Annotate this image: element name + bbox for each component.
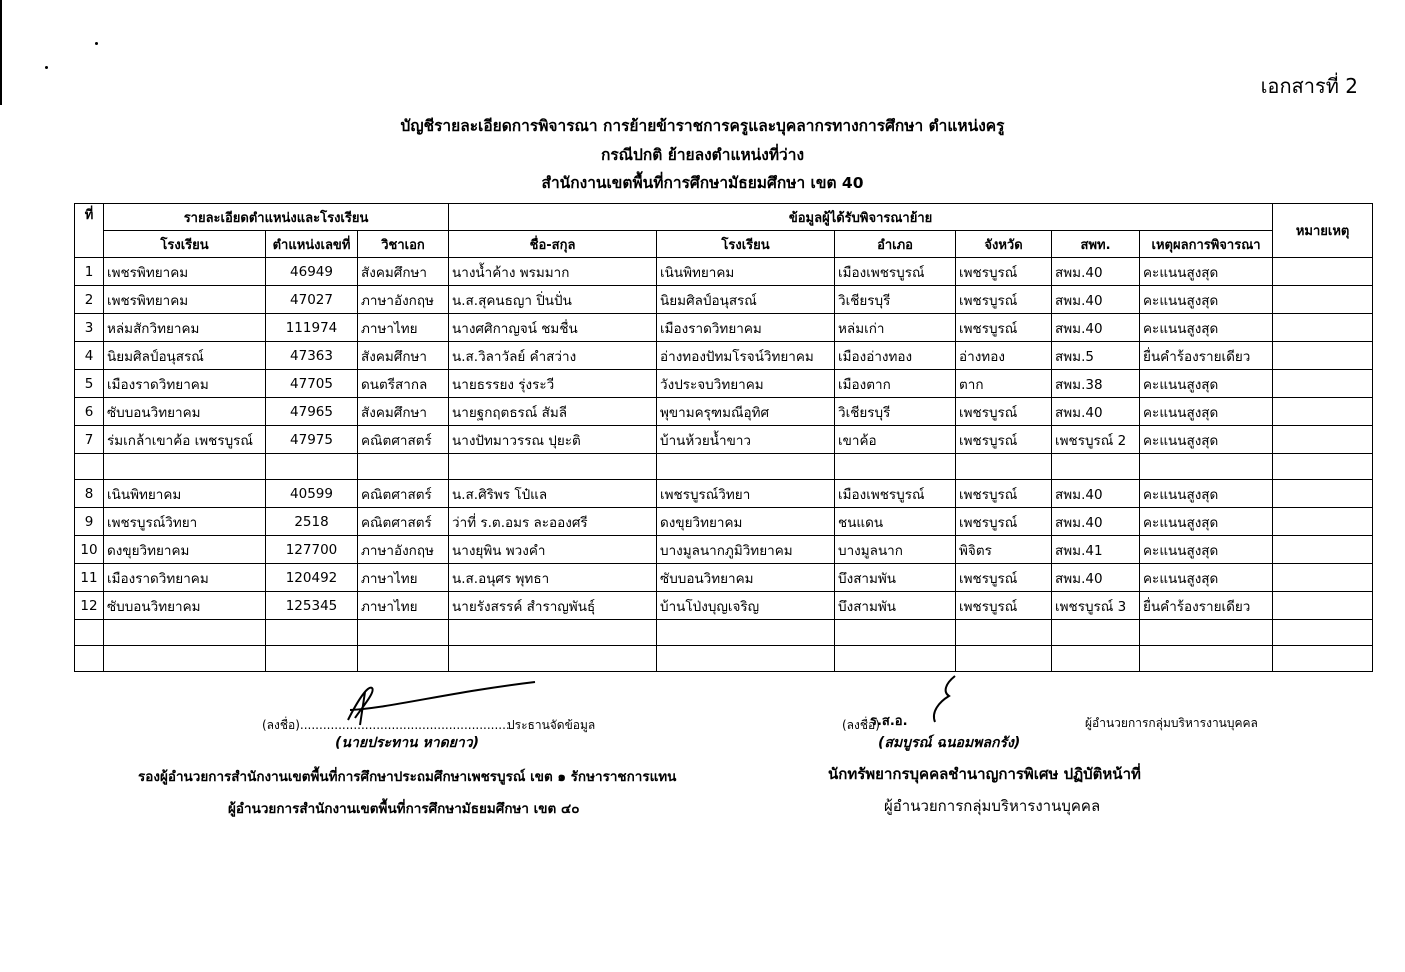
cell-major: สังคมศึกษา — [358, 342, 449, 370]
right-sign-role: ผู้อำนวยการกลุ่มบริหารงานบุคคล — [1085, 716, 1258, 730]
cell-remark — [1273, 342, 1373, 370]
table-row-empty — [75, 620, 1373, 646]
cell-no: 3 — [75, 314, 104, 342]
cell-area-office: สพม.40 — [1052, 398, 1140, 426]
cell-remark — [1273, 398, 1373, 426]
cell-major: คณิตศาสตร์ — [358, 426, 449, 454]
right-sign-prefix: (ลงชื่อ) — [842, 718, 880, 732]
header-major: วิชาเอก — [358, 231, 449, 258]
cell-remark — [1273, 286, 1373, 314]
page-margin-mark — [0, 0, 2, 105]
cell-remark — [1273, 480, 1373, 508]
cell-province: เพชรบูรณ์ — [956, 258, 1052, 286]
cell-no: 6 — [75, 398, 104, 426]
cell-name: นายฐกฤตธรณ์ สัมลี — [449, 398, 657, 426]
cell-major: ภาษาอังกฤษ — [358, 536, 449, 564]
cell-position-no: 47027 — [266, 286, 358, 314]
cell-school: ร่มเกล้าเขาค้อ เพชรบูรณ์ — [104, 426, 266, 454]
left-signer-name: (นายประทาน หาดยาว) — [335, 735, 479, 751]
scan-speck — [45, 66, 48, 69]
cell-remark — [1273, 370, 1373, 398]
cell-district: หล่มเก่า — [835, 314, 956, 342]
cell-from-school: ดงขุยวิทยาคม — [657, 508, 835, 536]
cell-from-school: บ้านโป่งบุญเจริญ — [657, 592, 835, 620]
cell-province: เพชรบูรณ์ — [956, 314, 1052, 342]
cell-name: น.ส.อนุศร พุทธา — [449, 564, 657, 592]
header-name: ชื่อ-สกุล — [449, 231, 657, 258]
cell-position-no: 40599 — [266, 480, 358, 508]
cell-from-school: ซับบอนวิทยาคม — [657, 564, 835, 592]
table-row — [75, 398, 1373, 426]
cell-area-office: เพชรบูรณ์ 2 — [1052, 426, 1140, 454]
cell-district: บึงสามพัน — [835, 564, 956, 592]
cell-school: นิยมศิลป์อนุสรณ์ — [104, 342, 266, 370]
header-no: ที่ — [75, 204, 104, 258]
cell-area-office: สพม.38 — [1052, 370, 1140, 398]
title-line-2: กรณีปกติ ย้ายลงตำแหน่งที่ว่าง — [600, 146, 805, 164]
right-signer-title-1: นักทรัพยากรบุคคลชำนาญการพิเศษ ปฏิบัติหน้าที่ — [828, 765, 1141, 783]
cell-major: ดนตรีสากล — [358, 370, 449, 398]
cell-name: นางปัทมาวรรณ ปุยะติ — [449, 426, 657, 454]
cell-area-office: สพม.40 — [1052, 508, 1140, 536]
cell-name: นางน้ำค้าง พรมมาก — [449, 258, 657, 286]
cell-school: ซับบอนวิทยาคม — [104, 398, 266, 426]
cell-major: ภาษาไทย — [358, 314, 449, 342]
cell-remark — [1273, 426, 1373, 454]
cell-from-school: พุขามครุฑมณีอุทิศ — [657, 398, 835, 426]
table-row — [75, 480, 1373, 508]
cell-name: ว่าที่ ร.ต.อมร ละอองศรี — [449, 508, 657, 536]
cell-school: เพชรพิทยาคม — [104, 258, 266, 286]
cell-area-office: สพม.40 — [1052, 258, 1140, 286]
cell-province: พิจิตร — [956, 536, 1052, 564]
cell-position-no: 46949 — [266, 258, 358, 286]
cell-from-school: นิยมศิลป์อนุสรณ์ — [657, 286, 835, 314]
cell-no: 10 — [75, 536, 104, 564]
cell-name: นายรังสรรค์ สำราญพันธุ์ — [449, 592, 657, 620]
cell-reason: คะแนนสูงสุด — [1140, 258, 1273, 286]
cell-name: น.ส.ศิริพร โป๋แล — [449, 480, 657, 508]
cell-no: 1 — [75, 258, 104, 286]
cell-school: ดงขุยวิทยาคม — [104, 536, 266, 564]
cell-position-no: 127700 — [266, 536, 358, 564]
cell-reason: ยื่นคำร้องรายเดียว — [1140, 342, 1273, 370]
table-row-empty — [75, 454, 1373, 480]
cell-position-no: 47975 — [266, 426, 358, 454]
title-line-3: สำนักงานเขตพื้นที่การศึกษามัธยมศึกษา เขต 40 — [541, 174, 864, 192]
right-signer-title-2: ผู้อำนวยการกลุ่มบริหารงานบุคคล — [884, 797, 1101, 815]
signature-scribble-right — [915, 672, 975, 727]
cell-district: บึงสามพัน — [835, 592, 956, 620]
cell-reason: ยื่นคำร้องรายเดียว — [1140, 592, 1273, 620]
cell-from-school: บางมูลนากภูมิวิทยาคม — [657, 536, 835, 564]
header-area-office: สพท. — [1052, 231, 1140, 258]
table-row — [75, 592, 1373, 620]
cell-district: เมืองเพชรบูรณ์ — [835, 258, 956, 286]
cell-major: ภาษาไทย — [358, 592, 449, 620]
cell-province: เพชรบูรณ์ — [956, 480, 1052, 508]
cell-no: 7 — [75, 426, 104, 454]
cell-area-office: เพชรบูรณ์ 3 — [1052, 592, 1140, 620]
cell-district: เขาค้อ — [835, 426, 956, 454]
cell-remark — [1273, 258, 1373, 286]
cell-district: เมืองเพชรบูรณ์ — [835, 480, 956, 508]
cell-position-no: 120492 — [266, 564, 358, 592]
title-line-1: บัญชีรายละเอียดการพิจารณา การย้ายข้าราชการครูและบุคลากรทางการศึกษา ตำแหน่งครู — [400, 117, 1005, 135]
cell-reason: คะแนนสูงสุด — [1140, 564, 1273, 592]
cell-name: น.ส.วิลาวัลย์ คำสว่าง — [449, 342, 657, 370]
cell-from-school: เพชรบูรณ์วิทยา — [657, 480, 835, 508]
header-reason: เหตุผลการพิจารณา — [1140, 231, 1273, 258]
cell-province: เพชรบูรณ์ — [956, 592, 1052, 620]
cell-major: สังคมศึกษา — [358, 258, 449, 286]
cell-district: บางมูลนาก — [835, 536, 956, 564]
header-school: โรงเรียน — [104, 231, 266, 258]
cell-remark — [1273, 536, 1373, 564]
header-group-position: รายละเอียดตำแหน่งและโรงเรียน — [104, 204, 449, 231]
cell-district: เมืองอ่างทอง — [835, 342, 956, 370]
table-row — [75, 426, 1373, 454]
table-row — [75, 370, 1373, 398]
scan-speck — [95, 42, 98, 45]
cell-major: สังคมศึกษา — [358, 398, 449, 426]
cell-reason: คะแนนสูงสุด — [1140, 536, 1273, 564]
table-row — [75, 286, 1373, 314]
cell-position-no: 47705 — [266, 370, 358, 398]
cell-position-no: 111974 — [266, 314, 358, 342]
table-row — [75, 536, 1373, 564]
cell-major: ภาษาไทย — [358, 564, 449, 592]
right-signer-name: (สมบูรณ์ ฉนอมพลกรัง) — [878, 735, 1021, 751]
cell-major: ภาษาอังกฤษ — [358, 286, 449, 314]
cell-major: คณิตศาสตร์ — [358, 508, 449, 536]
cell-no: 5 — [75, 370, 104, 398]
cell-major: คณิตศาสตร์ — [358, 480, 449, 508]
header-position-no: ตำแหน่งเลขที่ — [266, 231, 358, 258]
cell-province: เพชรบูรณ์ — [956, 398, 1052, 426]
cell-district: วิเชียรบุรี — [835, 286, 956, 314]
cell-school: หล่มสักวิทยาคม — [104, 314, 266, 342]
cell-area-office: สพม.40 — [1052, 314, 1140, 342]
cell-from-school: บ้านห้วยน้ำขาว — [657, 426, 835, 454]
cell-area-office: สพม.40 — [1052, 480, 1140, 508]
cell-from-school: วังประจบวิทยาคม — [657, 370, 835, 398]
cell-no: 12 — [75, 592, 104, 620]
cell-district: เมืองตาก — [835, 370, 956, 398]
cell-reason: คะแนนสูงสุด — [1140, 480, 1273, 508]
cell-name: นางศศิกาญจน์ ชมชื่น — [449, 314, 657, 342]
cell-remark — [1273, 592, 1373, 620]
cell-school: เพชรพิทยาคม — [104, 286, 266, 314]
header-province: จังหวัด — [956, 231, 1052, 258]
cell-position-no: 2518 — [266, 508, 358, 536]
cell-remark — [1273, 508, 1373, 536]
cell-province: อ่างทอง — [956, 342, 1052, 370]
document-number: เอกสารที่ 2 — [1260, 74, 1358, 98]
cell-position-no: 47363 — [266, 342, 358, 370]
header-district: อำเภอ — [835, 231, 956, 258]
cell-no: 4 — [75, 342, 104, 370]
cell-area-office: สพม.40 — [1052, 286, 1140, 314]
cell-name: นางยุพิน พวงคำ — [449, 536, 657, 564]
cell-province: เพชรบูรณ์ — [956, 564, 1052, 592]
cell-from-school: อ่างทองปัทมโรจน์วิทยาคม — [657, 342, 835, 370]
left-sign-role: ประธานจัดข้อมูล — [507, 718, 596, 732]
cell-province: ตาก — [956, 370, 1052, 398]
cell-reason: คะแนนสูงสุด — [1140, 314, 1273, 342]
table-row-empty — [75, 646, 1373, 672]
cell-reason: คะแนนสูงสุด — [1140, 426, 1273, 454]
cell-school: เพชรบูรณ์วิทยา — [104, 508, 266, 536]
cell-from-school: เนินพิทยาคม — [657, 258, 835, 286]
cell-area-office: สพม.5 — [1052, 342, 1140, 370]
cell-position-no: 125345 — [266, 592, 358, 620]
table-row — [75, 564, 1373, 592]
left-sign-prefix: (ลงชื่อ)....................................................... — [262, 718, 510, 732]
cell-province: เพชรบูรณ์ — [956, 426, 1052, 454]
cell-reason: คะแนนสูงสุด — [1140, 286, 1273, 314]
cell-province: เพชรบูรณ์ — [956, 508, 1052, 536]
cell-area-office: สพม.40 — [1052, 564, 1140, 592]
table-row — [75, 508, 1373, 536]
cell-reason: คะแนนสูงสุด — [1140, 370, 1273, 398]
right-sign-stamp: ร.ส.อ. — [870, 714, 908, 729]
cell-school: เมืองราดวิทยาคม — [104, 564, 266, 592]
cell-district: ชนแดน — [835, 508, 956, 536]
table-row — [75, 342, 1373, 370]
cell-no: 9 — [75, 508, 104, 536]
table-row — [75, 314, 1373, 342]
table-row — [75, 258, 1373, 286]
cell-remark — [1273, 564, 1373, 592]
cell-school: เมืองราดวิทยาคม — [104, 370, 266, 398]
header-group-applicant: ข้อมูลผู้ได้รับพิจารณาย้าย — [449, 204, 1273, 231]
cell-from-school: เมืองราดวิทยาคม — [657, 314, 835, 342]
cell-position-no: 47965 — [266, 398, 358, 426]
cell-reason: คะแนนสูงสุด — [1140, 398, 1273, 426]
cell-no: 2 — [75, 286, 104, 314]
cell-school: เนินพิทยาคม — [104, 480, 266, 508]
cell-school: ซับบอนวิทยาคม — [104, 592, 266, 620]
cell-district: วิเชียรบุรี — [835, 398, 956, 426]
header-from-school: โรงเรียน — [657, 231, 835, 258]
cell-no: 8 — [75, 480, 104, 508]
cell-name: น.ส.สุคนธญา ปิ่นปั่น — [449, 286, 657, 314]
left-signer-title-2: ผู้อำนวยการสำนักงานเขตพื้นที่การศึกษามัธยมศึกษา เขต ๔๐ — [228, 801, 580, 817]
header-remark: หมายเหตุ — [1273, 204, 1373, 258]
cell-area-office: สพม.41 — [1052, 536, 1140, 564]
left-signer-title-1: รองผู้อำนวยการสำนักงานเขตพื้นที่การศึกษาประถมศึกษาเพชรบูรณ์ เขต ๑ รักษาราชการแทน — [138, 769, 677, 785]
transfer-table — [74, 203, 1373, 672]
cell-reason: คะแนนสูงสุด — [1140, 508, 1273, 536]
cell-name: นายธรรยง รุ่งระวี — [449, 370, 657, 398]
cell-province: เพชรบูรณ์ — [956, 286, 1052, 314]
cell-no: 11 — [75, 564, 104, 592]
cell-remark — [1273, 314, 1373, 342]
